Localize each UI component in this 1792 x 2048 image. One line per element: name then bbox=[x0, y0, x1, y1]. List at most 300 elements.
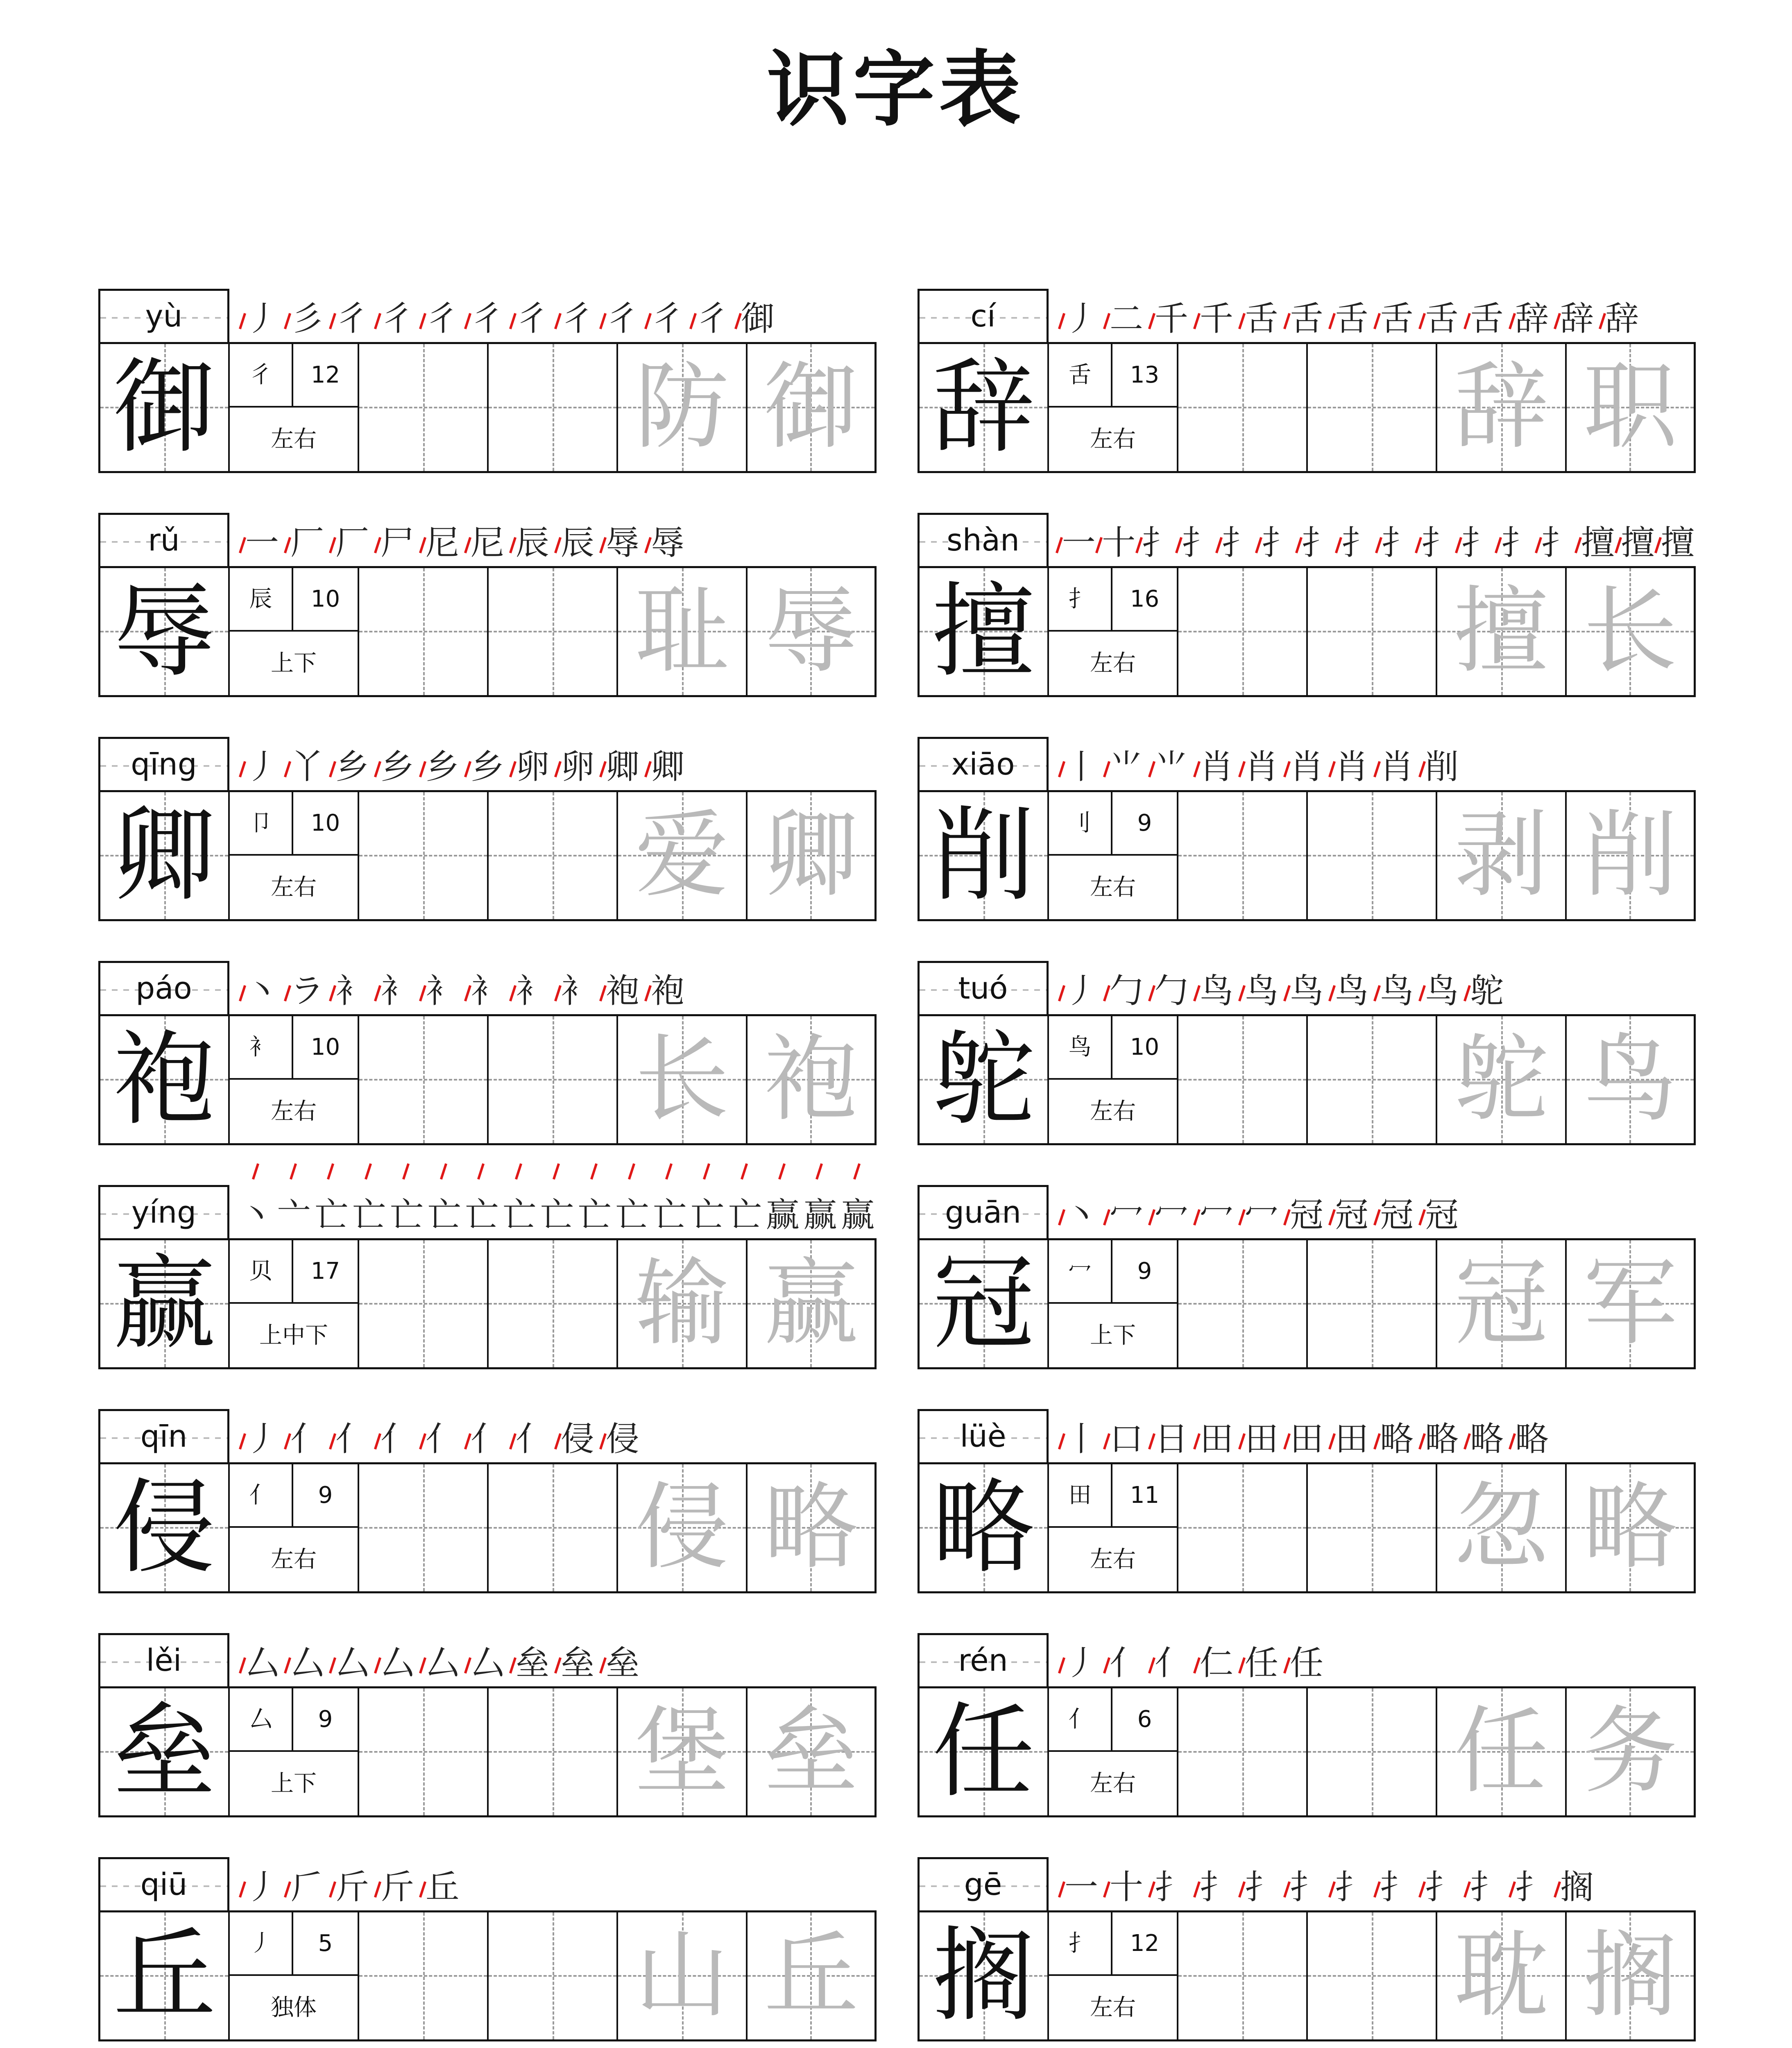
stroke-step: 衤 bbox=[328, 968, 373, 1014]
stroke-step: 厂 bbox=[283, 520, 328, 566]
pinyin-box bbox=[98, 513, 229, 566]
pinyin-box bbox=[98, 289, 229, 342]
radical-and-count bbox=[230, 1240, 358, 1304]
stroke-step: 辞 bbox=[1552, 296, 1597, 342]
radical-and-count bbox=[230, 1912, 358, 1976]
structure: 上中下 bbox=[259, 1322, 328, 1349]
guide-line-vertical bbox=[423, 1240, 425, 1367]
trace-cell bbox=[618, 1912, 748, 2039]
radical-and-count bbox=[230, 792, 358, 856]
stroke-step: 扌 bbox=[1217, 520, 1257, 566]
stroke-step: 扌 bbox=[1147, 1864, 1192, 1910]
stroke-order-row bbox=[238, 1633, 877, 1686]
practice-cell[interactable] bbox=[489, 568, 618, 695]
trace-cell bbox=[618, 568, 748, 695]
stroke-count: 12 bbox=[1130, 1930, 1160, 1957]
stroke-step: 冠 bbox=[1372, 1192, 1417, 1238]
stroke-step: 冠 bbox=[1282, 1192, 1327, 1238]
stroke-step: 辞 bbox=[1507, 296, 1552, 342]
stroke-order-row bbox=[238, 1409, 877, 1462]
stroke-step: 厂 bbox=[328, 520, 373, 566]
trace-character: 防 bbox=[634, 353, 729, 462]
practice-cell[interactable] bbox=[489, 1240, 618, 1367]
pinyin-label: gē bbox=[964, 1867, 1002, 1902]
radical-and-count bbox=[230, 1688, 358, 1752]
pinyin-box bbox=[918, 737, 1049, 790]
stroke-step: 擅 bbox=[1616, 520, 1656, 566]
stroke-step: 丶 bbox=[238, 968, 283, 1014]
trace-cell bbox=[618, 1240, 748, 1367]
guide-line-vertical bbox=[1372, 568, 1373, 695]
stroke-step: 削 bbox=[1417, 744, 1462, 790]
guide-line-vertical bbox=[1242, 1016, 1244, 1143]
stroke-step: 袍 bbox=[598, 968, 643, 1014]
trace-cell bbox=[1437, 1912, 1567, 2039]
trace-character: 山 bbox=[634, 1921, 729, 2030]
stroke-step: 尼 bbox=[463, 520, 508, 566]
main-character: 袍 bbox=[113, 1020, 215, 1139]
stroke-step: 亡 bbox=[313, 1146, 351, 1238]
character-entry bbox=[918, 1409, 1696, 1606]
practice-cell[interactable] bbox=[1308, 1464, 1437, 1591]
stroke-step: 任 bbox=[1237, 1640, 1282, 1686]
stroke-step: 卵 bbox=[553, 744, 598, 790]
radical-and-count bbox=[1049, 792, 1177, 856]
practice-cell[interactable] bbox=[1308, 1240, 1437, 1367]
stroke-step: 辱 bbox=[643, 520, 688, 566]
page-title: 识字表 bbox=[767, 42, 1025, 138]
stroke-step: 鸟 bbox=[1282, 968, 1327, 1014]
trace-character: 袍 bbox=[763, 1025, 858, 1134]
stroke-step: 扌 bbox=[1462, 1864, 1507, 1910]
info-cell bbox=[230, 344, 359, 471]
stroke-step: 鸟 bbox=[1417, 968, 1462, 1014]
stroke-step: 赢 bbox=[839, 1146, 877, 1238]
info-cell bbox=[1049, 1240, 1178, 1367]
character-entry bbox=[98, 1857, 877, 2048]
stroke-step: 肖 bbox=[1282, 744, 1327, 790]
main-character: 冠 bbox=[932, 1244, 1035, 1363]
stroke-order-row bbox=[1057, 1633, 1696, 1686]
practice-cell[interactable] bbox=[489, 792, 618, 919]
guide-line-vertical bbox=[423, 568, 425, 695]
stroke-step: 垒 bbox=[508, 1640, 553, 1686]
stroke-step: 千 bbox=[1192, 296, 1237, 342]
trace-cell bbox=[1567, 1912, 1694, 2039]
practice-cell[interactable] bbox=[359, 1912, 489, 2039]
writing-grid bbox=[98, 566, 877, 697]
stroke-step: 卵 bbox=[508, 744, 553, 790]
stroke-step: 千 bbox=[1147, 296, 1192, 342]
trace-cell bbox=[1437, 792, 1567, 919]
main-character-cell bbox=[100, 1240, 230, 1367]
stroke-step: 卿 bbox=[643, 744, 688, 790]
stroke-step: 𠂆 bbox=[283, 1864, 328, 1910]
practice-cell[interactable] bbox=[1178, 1016, 1308, 1143]
character-entry bbox=[98, 513, 877, 709]
radical-and-count bbox=[1049, 344, 1177, 408]
practice-cell[interactable] bbox=[489, 1912, 618, 2039]
practice-cell[interactable] bbox=[1178, 568, 1308, 695]
info-cell bbox=[1049, 1912, 1178, 2039]
stroke-step: 略 bbox=[1417, 1416, 1462, 1462]
info-cell bbox=[230, 568, 359, 695]
stroke-step: 丿 bbox=[1057, 968, 1102, 1014]
radical: 亻 bbox=[1049, 1688, 1112, 1750]
practice-cell[interactable] bbox=[359, 1688, 489, 1815]
practice-cell[interactable] bbox=[1178, 792, 1308, 919]
stroke-step: 亡 bbox=[651, 1146, 689, 1238]
main-character-cell bbox=[920, 1912, 1049, 2039]
main-character-cell bbox=[920, 1688, 1049, 1815]
trace-cell bbox=[748, 1464, 874, 1591]
stroke-step: 扌 bbox=[1417, 1864, 1462, 1910]
stroke-step: 丿 bbox=[238, 1864, 283, 1910]
practice-cell[interactable] bbox=[489, 1016, 618, 1143]
main-character-cell bbox=[100, 1016, 230, 1143]
stroke-step: 一 bbox=[238, 520, 283, 566]
stroke-step: 彳 bbox=[643, 296, 688, 342]
guide-line-vertical bbox=[423, 1464, 425, 1591]
radical: 冖 bbox=[1049, 1240, 1112, 1302]
stroke-step: 亻 bbox=[1102, 1640, 1147, 1686]
info-cell bbox=[230, 1016, 359, 1143]
stroke-step: 田 bbox=[1282, 1416, 1327, 1462]
trace-character: 垒 bbox=[763, 1697, 858, 1806]
stroke-step: 扌 bbox=[1192, 1864, 1237, 1910]
trace-character: 侵 bbox=[634, 1473, 729, 1582]
trace-cell bbox=[748, 568, 874, 695]
stroke-step: 鸵 bbox=[1462, 968, 1507, 1014]
guide-line-vertical bbox=[1372, 344, 1373, 471]
stroke-step: 辱 bbox=[598, 520, 643, 566]
trace-character: 赢 bbox=[763, 1249, 858, 1358]
pinyin-label: yù bbox=[145, 299, 183, 334]
pinyin-label: lüè bbox=[960, 1419, 1006, 1454]
trace-cell bbox=[748, 1912, 874, 2039]
stroke-count: 13 bbox=[1130, 362, 1160, 388]
stroke-order-row bbox=[238, 1857, 877, 1910]
radical-and-count bbox=[1049, 1688, 1177, 1752]
pinyin-box bbox=[918, 1185, 1049, 1238]
structure: 左右 bbox=[1090, 426, 1136, 453]
stroke-step: 厶 bbox=[328, 1640, 373, 1686]
info-cell bbox=[230, 1912, 359, 2039]
radical-and-count bbox=[1049, 568, 1177, 632]
trace-cell bbox=[1567, 792, 1694, 919]
structure: 上下 bbox=[271, 1770, 317, 1797]
stroke-step: 丿 bbox=[238, 744, 283, 790]
stroke-step: 搁 bbox=[1552, 1864, 1597, 1910]
stroke-step: 彡 bbox=[283, 296, 328, 342]
trace-character: 长 bbox=[1583, 577, 1677, 686]
stroke-step: 辰 bbox=[553, 520, 598, 566]
stroke-step: 侵 bbox=[553, 1416, 598, 1462]
stroke-step: 扌 bbox=[1376, 520, 1416, 566]
stroke-step: 丿 bbox=[238, 1416, 283, 1462]
structure: 左右 bbox=[271, 1546, 317, 1573]
practice-cell[interactable] bbox=[359, 792, 489, 919]
stroke-step: 舌 bbox=[1327, 296, 1372, 342]
stroke-step: 垒 bbox=[553, 1640, 598, 1686]
main-character: 任 bbox=[932, 1692, 1035, 1811]
practice-cell[interactable] bbox=[1178, 1464, 1308, 1591]
trace-cell bbox=[748, 792, 874, 919]
practice-cell[interactable] bbox=[359, 568, 489, 695]
stroke-step: 丿 bbox=[238, 296, 283, 342]
trace-character: 输 bbox=[634, 1249, 729, 1358]
practice-cell[interactable] bbox=[1308, 1016, 1437, 1143]
pinyin-label: qīn bbox=[140, 1419, 188, 1454]
guide-line-vertical bbox=[1372, 1688, 1373, 1815]
stroke-step: 日 bbox=[1147, 1416, 1192, 1462]
pinyin-box bbox=[98, 1409, 229, 1462]
stroke-step: 扌 bbox=[1337, 520, 1377, 566]
pinyin-box bbox=[98, 1857, 229, 1910]
stroke-step: 卿 bbox=[598, 744, 643, 790]
stroke-step: 丶 bbox=[1057, 1192, 1102, 1238]
pinyin-label: rén bbox=[958, 1643, 1008, 1678]
stroke-step: 扌 bbox=[1296, 520, 1337, 566]
radical: 刂 bbox=[1049, 792, 1112, 854]
stroke-step: 扌 bbox=[1507, 1864, 1552, 1910]
stroke-step: 舌 bbox=[1237, 296, 1282, 342]
pinyin-label: xiāo bbox=[951, 747, 1015, 782]
trace-cell bbox=[618, 1688, 748, 1815]
practice-cell[interactable] bbox=[489, 1464, 618, 1591]
stroke-step: 口 bbox=[1102, 1416, 1147, 1462]
trace-cell bbox=[1567, 1240, 1694, 1367]
stroke-count: 17 bbox=[310, 1258, 340, 1285]
trace-cell bbox=[1567, 1688, 1694, 1815]
radical: 辰 bbox=[230, 568, 293, 630]
structure: 上下 bbox=[271, 650, 317, 677]
stroke-step: 略 bbox=[1372, 1416, 1417, 1462]
stroke-step: 衤 bbox=[553, 968, 598, 1014]
main-character: 丘 bbox=[113, 1916, 215, 2035]
trace-cell bbox=[748, 1016, 874, 1143]
stroke-step: 田 bbox=[1237, 1416, 1282, 1462]
stroke-step: 扌 bbox=[1257, 520, 1297, 566]
radical-and-count bbox=[230, 568, 358, 632]
left-column bbox=[98, 289, 877, 2048]
pinyin-label: lěi bbox=[146, 1643, 182, 1678]
stroke-step: 斤 bbox=[373, 1864, 418, 1910]
trace-cell bbox=[618, 344, 748, 471]
trace-character: 略 bbox=[1583, 1473, 1677, 1582]
guide-line-vertical bbox=[1242, 344, 1244, 471]
writing-grid bbox=[98, 1238, 877, 1369]
stroke-step: 鸟 bbox=[1372, 968, 1417, 1014]
trace-character: 擅 bbox=[1454, 577, 1548, 686]
character-entry bbox=[98, 737, 877, 933]
radical-and-count bbox=[1049, 1016, 1177, 1080]
stroke-step: 扌 bbox=[1327, 1864, 1372, 1910]
practice-cell[interactable] bbox=[1178, 1688, 1308, 1815]
character-entry bbox=[918, 961, 1696, 1158]
writing-grid bbox=[918, 1014, 1696, 1145]
stroke-step: 亻 bbox=[508, 1416, 553, 1462]
stroke-step: 亻 bbox=[463, 1416, 508, 1462]
guide-line-vertical bbox=[1372, 1240, 1373, 1367]
stroke-order-row bbox=[1057, 289, 1696, 342]
radical-and-count bbox=[1049, 1912, 1177, 1976]
pinyin-label: guān bbox=[945, 1195, 1022, 1230]
main-character-cell bbox=[100, 792, 230, 919]
guide-line-vertical bbox=[1372, 792, 1373, 919]
radical-and-count bbox=[1049, 1240, 1177, 1304]
writing-grid bbox=[918, 1462, 1696, 1593]
practice-cell[interactable] bbox=[1308, 792, 1437, 919]
practice-cell[interactable] bbox=[1178, 1240, 1308, 1367]
trace-cell bbox=[1567, 1016, 1694, 1143]
stroke-step: 肖 bbox=[1372, 744, 1417, 790]
trace-cell bbox=[1437, 568, 1567, 695]
stroke-step: 十 bbox=[1102, 1864, 1147, 1910]
trace-cell bbox=[1567, 344, 1694, 471]
writing-grid bbox=[918, 566, 1696, 697]
stroke-step: 肖 bbox=[1192, 744, 1237, 790]
stroke-count: 10 bbox=[1130, 1034, 1160, 1060]
character-entry bbox=[98, 289, 877, 485]
stroke-step: 扌 bbox=[1536, 520, 1576, 566]
stroke-step: 厶 bbox=[463, 1640, 508, 1686]
guide-line-vertical bbox=[1242, 1240, 1244, 1367]
guide-line-vertical bbox=[553, 1688, 554, 1815]
structure: 左右 bbox=[271, 874, 317, 901]
trace-cell bbox=[1437, 344, 1567, 471]
info-cell bbox=[230, 792, 359, 919]
stroke-order-row bbox=[238, 1185, 877, 1238]
info-cell bbox=[1049, 344, 1178, 471]
structure: 左右 bbox=[1090, 1994, 1136, 2021]
trace-cell bbox=[618, 1016, 748, 1143]
stroke-step: 舌 bbox=[1282, 296, 1327, 342]
stroke-step: 赢 bbox=[764, 1146, 802, 1238]
info-cell bbox=[1049, 1464, 1178, 1591]
stroke-step: 赢 bbox=[801, 1146, 839, 1238]
practice-cell[interactable] bbox=[489, 344, 618, 471]
character-entry bbox=[98, 1185, 877, 1382]
stroke-step: 衤 bbox=[373, 968, 418, 1014]
stroke-count: 16 bbox=[1130, 586, 1160, 612]
writing-grid bbox=[918, 1686, 1696, 1817]
stroke-count: 10 bbox=[310, 810, 340, 836]
main-character-cell bbox=[920, 1240, 1049, 1367]
character-entry bbox=[918, 513, 1696, 709]
writing-grid bbox=[918, 342, 1696, 473]
pinyin-label: qiū bbox=[140, 1867, 188, 1902]
stroke-step: 扌 bbox=[1177, 520, 1217, 566]
main-character-cell bbox=[100, 1912, 230, 2039]
practice-cell[interactable] bbox=[1308, 1912, 1437, 2039]
stroke-order-row bbox=[1057, 1185, 1696, 1238]
stroke-step: 田 bbox=[1327, 1416, 1372, 1462]
info-cell bbox=[1049, 1016, 1178, 1143]
radical: 亻 bbox=[230, 1464, 293, 1526]
stroke-step: 乡 bbox=[373, 744, 418, 790]
pinyin-box bbox=[918, 289, 1049, 342]
radical: 扌 bbox=[1049, 1912, 1112, 1974]
structure: 左右 bbox=[271, 1098, 317, 1125]
stroke-step: 舌 bbox=[1417, 296, 1462, 342]
stroke-step: 任 bbox=[1282, 1640, 1327, 1686]
radical: 贝 bbox=[230, 1240, 293, 1302]
trace-character: 长 bbox=[634, 1025, 729, 1134]
trace-character: 辞 bbox=[1454, 353, 1548, 462]
main-character-cell bbox=[920, 344, 1049, 471]
main-character: 御 bbox=[113, 348, 215, 467]
practice-cell[interactable] bbox=[1178, 344, 1308, 471]
guide-line-vertical bbox=[1242, 1688, 1244, 1815]
stroke-step: 亡 bbox=[501, 1146, 538, 1238]
stroke-step: 一 bbox=[1057, 520, 1097, 566]
right-column bbox=[918, 289, 1696, 2048]
radical: 卩 bbox=[230, 792, 293, 854]
main-character-cell bbox=[920, 568, 1049, 695]
pinyin-label: páo bbox=[136, 971, 192, 1006]
stroke-step: 肖 bbox=[1327, 744, 1372, 790]
stroke-step: 亻 bbox=[418, 1416, 463, 1462]
stroke-step: 亡 bbox=[538, 1146, 576, 1238]
practice-cell[interactable] bbox=[359, 1016, 489, 1143]
trace-character: 卿 bbox=[763, 801, 858, 910]
writing-grid bbox=[918, 790, 1696, 921]
trace-character: 冠 bbox=[1454, 1249, 1548, 1358]
stroke-step: 舌 bbox=[1372, 296, 1417, 342]
practice-cell[interactable] bbox=[489, 1688, 618, 1815]
stroke-step: 扌 bbox=[1456, 520, 1496, 566]
main-character-cell bbox=[100, 1688, 230, 1815]
stroke-step: 御 bbox=[733, 296, 778, 342]
radical: 彳 bbox=[230, 344, 293, 406]
pinyin-box bbox=[98, 1185, 229, 1238]
trace-cell bbox=[1437, 1240, 1567, 1367]
stroke-step: 亻 bbox=[1147, 1640, 1192, 1686]
stroke-step: 亡 bbox=[726, 1146, 764, 1238]
stroke-step: 彳 bbox=[688, 296, 733, 342]
practice-cell[interactable] bbox=[1308, 1688, 1437, 1815]
stroke-step: 彳 bbox=[373, 296, 418, 342]
practice-cell[interactable] bbox=[1308, 344, 1437, 471]
trace-cell bbox=[1567, 568, 1694, 695]
stroke-step: 斤 bbox=[328, 1864, 373, 1910]
main-character: 辱 bbox=[113, 572, 215, 691]
practice-cell[interactable] bbox=[359, 1240, 489, 1367]
pinyin-label: tuó bbox=[958, 971, 1008, 1006]
trace-character: 丘 bbox=[763, 1921, 858, 2030]
trace-cell bbox=[1567, 1464, 1694, 1591]
main-character-cell bbox=[920, 1016, 1049, 1143]
stroke-step: 丫 bbox=[283, 744, 328, 790]
stroke-order-row bbox=[1057, 961, 1696, 1014]
practice-cell[interactable] bbox=[359, 1464, 489, 1591]
guide-line-vertical bbox=[1372, 1016, 1373, 1143]
main-character: 赢 bbox=[113, 1244, 215, 1363]
stroke-step: 冠 bbox=[1417, 1192, 1462, 1238]
practice-cell[interactable] bbox=[1178, 1912, 1308, 2039]
practice-cell[interactable] bbox=[1308, 568, 1437, 695]
stroke-step: 衤 bbox=[418, 968, 463, 1014]
stroke-order-row bbox=[1057, 1857, 1696, 1910]
practice-cell[interactable] bbox=[359, 344, 489, 471]
stroke-count: 9 bbox=[318, 1482, 333, 1509]
stroke-step: 一 bbox=[1057, 1864, 1102, 1910]
stroke-step: ⺌ bbox=[1102, 744, 1147, 790]
guide-line-vertical bbox=[1242, 568, 1244, 695]
pinyin-label: qīng bbox=[131, 747, 197, 782]
stroke-step: 亡 bbox=[689, 1146, 726, 1238]
